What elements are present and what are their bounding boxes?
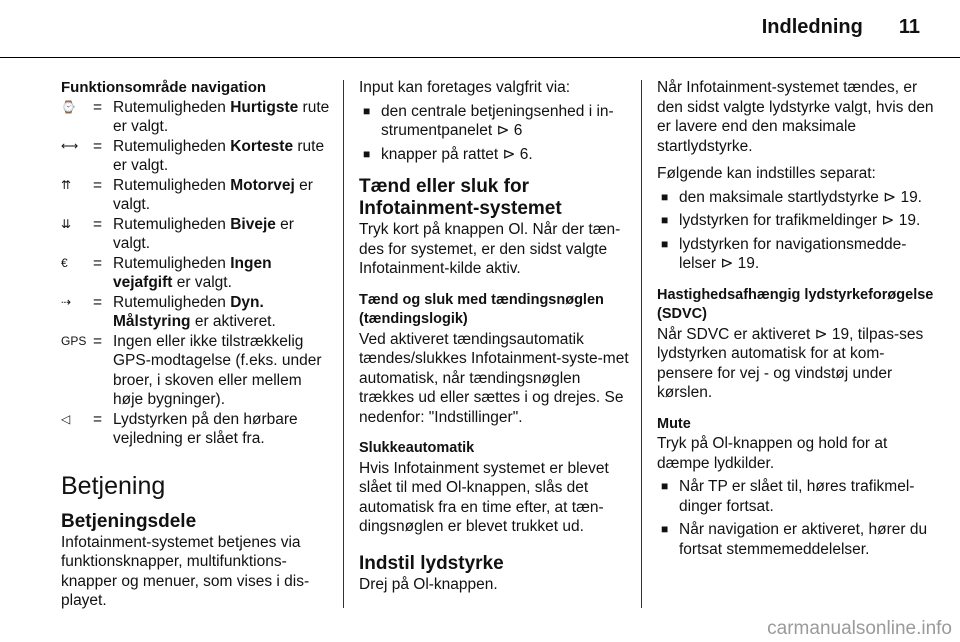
sdvc-text: Når SDVC er aktiveret ⊳ 19, tilpas-ses lydstyrken automatisk for at kom-pensere for vej - og vindstøj under kørslen. [657,325,924,401]
nav-function-heading: Funktionsområde navigation [61,79,267,96]
description-text: Ingen eller ikke tilstrækkelig GPS-modtagelse (f.eks. under broer, i skoven eller mellem høje bygninger). [113,332,322,408]
description-text: Lydstyrken på den hørbare vejledning er slået fra. [113,410,298,447]
column-divider-1 [343,80,344,608]
column-3 [657,78,937,559]
nav-icon-row [61,254,333,293]
page-header [762,18,920,38]
bullet-icon: ■ [661,522,669,536]
description-suffix: rute er valgt. [113,98,330,135]
byroad-icon: ⇊ [61,216,72,231]
nav-icon-description [113,254,333,293]
description-suffix: er aktiveret. [190,313,276,330]
startup-volume-text: Når Infotainment-systemet tændes, er den sidst valgte lydstyrke valgt, hvis den er lavere end den maksimale startlydstyrke. [657,79,934,155]
bullet-text: lydstyrken for navigationsmedde-lelser ⊳ 19. [679,235,907,272]
nav-icon-description [113,215,333,254]
bullet-text: Når navigation er aktiveret, hører du fortsat stemmemeddelelser. [679,521,928,558]
column-1 [61,78,333,611]
bullet-text: den maksimale startlydstyrke ⊳ 19. [679,188,922,206]
route-option-name: Hurtigste [230,98,299,116]
equals-sign: = [93,98,103,116]
mute-heading: Mute [657,415,691,432]
betjening-title: Betjening [61,471,166,500]
nav-icon-description [113,137,333,176]
header-rule [0,57,960,58]
nav-icon-row [61,293,333,332]
motorway-icon: ⇈ [61,177,72,192]
nav-icon-row [61,176,333,215]
equals-sign: = [93,410,103,428]
list-item [657,188,937,208]
description-text: Rutemuligheden [113,293,231,311]
description-text: Rutemuligheden [113,98,231,116]
equals-sign: = [93,137,103,155]
nav-icon-description [113,410,333,449]
list-item [657,477,937,516]
input-intro: Input kan foretages valgfrit via: [359,79,571,96]
description-suffix: er valgt. [113,176,313,213]
description-text: Rutemuligheden [113,176,231,194]
column-2 [359,78,629,594]
route-option-name: Biveje [230,215,276,233]
description-text: Rutemuligheden [113,137,231,155]
description-text: Rutemuligheden [113,215,231,233]
bullet-text: knapper på rattet ⊳ 6. [381,145,533,163]
dynamic-guidance-icon: ⇢ [61,294,72,309]
sdvc-heading: Hastighedsafhængig lydstyrkeforøgelse (SDVC) [657,286,934,322]
auto-off-heading: Slukkeautomatik [359,440,475,456]
no-gps-icon: GPS [61,333,87,348]
nav-icon-row [61,215,333,254]
page-number: 11 [898,16,920,38]
route-option-name: Dyn. Målstyring [113,293,264,330]
equals-sign: = [93,176,103,194]
bullet-text: den centrale betjeningsenhed i in-strumentpanelet ⊳ 6 [381,102,614,139]
betjeningsdele-title: Betjeningsdele [61,510,197,532]
nav-icon-row [61,98,333,137]
ignition-heading: Tænd og sluk med tændingsnøglen (tændingslogik) [359,291,604,327]
bullet-text: lydstyrken for trafikmeldinger ⊳ 19. [679,212,921,229]
bullet-icon: ■ [363,103,371,118]
nav-icon-description [113,98,333,137]
fastest-route-icon: ⌚ [61,99,76,114]
no-toll-icon: € [61,255,68,270]
column-divider-2 [641,80,642,608]
onoff-title: Tænd eller sluk for Infotainment-systemet [359,176,562,219]
nav-icon-row [61,410,333,449]
watermark: carmanualsonline.info [767,617,952,639]
equals-sign: = [93,332,103,350]
volume-text: Drej på Ol-knappen. [359,575,498,593]
route-option-name: Korteste [230,137,294,155]
separate-settings-intro: Følgende kan indstilles separat: [657,165,876,182]
nav-icon-description [113,332,333,410]
list-item [657,520,937,559]
volume-title: Indstil lydstyrke [359,552,504,574]
shortest-route-icon: ⟷ [61,138,79,153]
list-item [359,145,629,165]
guidance-muted-icon: ◁ [61,411,71,426]
ignition-text: Ved aktiveret tændingsautomatik tændes/slukkes Infotainment-syste-met automatisk, når tændingsnøglen trækkes ud eller sættes i og drejes. Se nedenfor: "Indstillinger". [359,330,629,426]
chapter-title: Indledning [761,16,863,38]
list-item [657,235,937,274]
mute-text: Tryk på Ol-knappen og hold for at dæmpe lydkilder. [657,435,888,472]
equals-sign: = [93,293,103,311]
equals-sign: = [93,215,103,233]
bullet-text: Når TP er slået til, høres trafikmel-dinger fortsat. [679,478,915,515]
bullet-icon: ■ [661,236,669,251]
nav-icon-description [113,293,333,332]
bullet-icon: ■ [363,146,371,161]
betjeningsdele-text: Infotainment-systemet betjenes via funktionsknapper, multifunktions-knapper og menuer, som vises i dis-playet. [61,533,310,609]
bullet-icon: ■ [661,479,669,493]
description-suffix: er valgt. [113,215,294,252]
route-option-name: Ingen vejafgift [113,254,272,291]
route-option-name: Motorvej [230,176,295,194]
bullet-icon: ■ [661,189,669,204]
description-text: Rutemuligheden [113,254,231,272]
nav-icon-row [61,332,333,410]
auto-off-text: Hvis Infotainment systemet er blevet slået til med Ol-knappen, slås det automatisk fra en time efter, at tæn-dingsnøglen er blevet trukket ud. [359,459,609,535]
nav-icon-description [113,176,333,215]
equals-sign: = [93,254,103,272]
description-suffix: rute er valgt. [113,137,325,174]
onoff-text: Tryk kort på knappen Ol. Når der tæn-des for systemet, er den sidst valgte Infotainment-kilde aktiv. [359,221,621,277]
bullet-icon: ■ [661,213,669,227]
nav-icon-list [61,98,333,449]
list-item [657,211,937,231]
description-suffix: er valgt. [172,274,232,291]
nav-icon-row [61,137,333,176]
list-item [359,102,629,141]
